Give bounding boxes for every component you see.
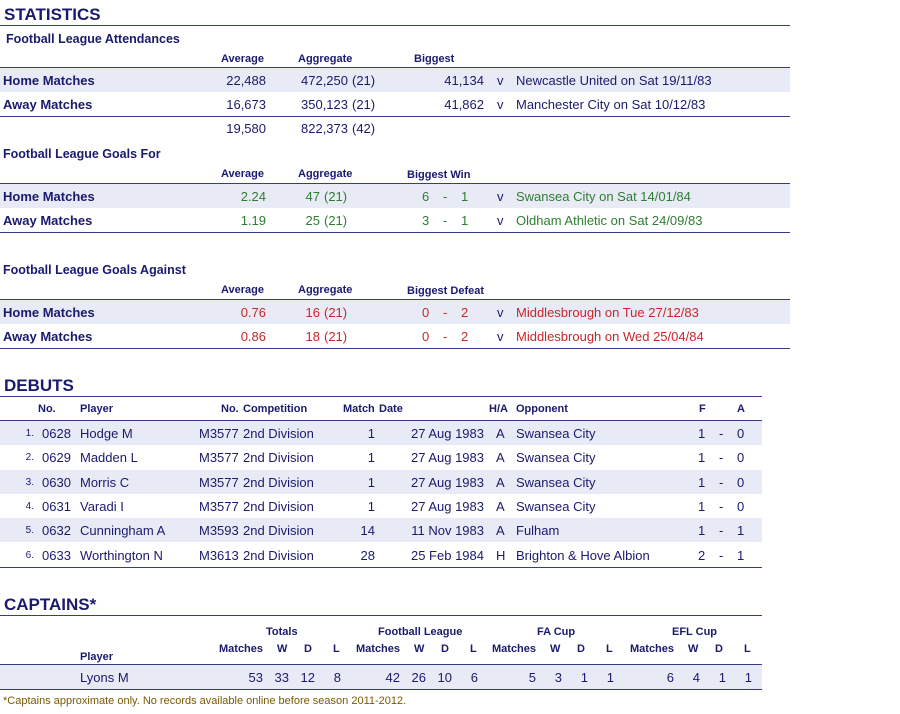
goals-for-away-label: Away Matches [3,213,93,228]
goals-against-header-biggest: Biggest Defeat [407,285,485,297]
debut-opponent: Swansea City [516,474,596,490]
debut-match: 28 [360,547,375,563]
debut-match-no: M3613 [199,547,239,563]
debut-no: 0629 [42,450,71,466]
captains-efl-header-matches: Matches [630,643,675,655]
debut-match: 14 [360,523,375,539]
statistics-title: STATISTICS [4,5,101,24]
captain-totals-d: 12 [300,670,315,685]
debut-competition: 2nd Division [243,474,314,490]
debut-no: 0631 [42,498,71,514]
goals-for-home-v: v [497,189,504,204]
goals-against-away-score-for: 0 [422,329,430,344]
captains-efl-header-w: W [688,643,699,655]
debut-match: 1 [367,498,375,514]
debut-date: 11 Nov 1983 [411,523,484,539]
debut-dash: - [719,450,724,466]
goals-for-home-games: (21) [324,189,348,204]
debut-no: 0628 [42,426,71,441]
attendance-away-aggregate: 350,123 [301,97,348,112]
attendance-bottom-line [0,116,790,117]
debut-dash: - [719,523,724,539]
debuts-header-a: A [737,403,745,415]
debut-match-no: M3577 [199,474,239,490]
debuts-header-match: Match [343,403,375,415]
captain-totals-l: 8 [333,670,341,685]
goals-against-bottom-line [0,348,790,349]
captain-totals-matches: 53 [248,670,263,685]
captain-league-l: 6 [470,670,478,685]
debut-dash: - [719,426,724,441]
debut-a: 1 [737,547,745,563]
captains-group-efl: EFL Cup [672,626,718,638]
captains-fa-header-l: L [606,643,613,655]
goals-for-away-games: (21) [324,213,348,228]
goals-against-header-aggregate: Aggregate [298,284,353,296]
captains-bottom-line [0,689,762,690]
debut-date: 27 Aug 1983 [410,426,484,441]
captains-group-league: Football League [378,626,463,638]
goals-against-home-dash: - [443,305,448,320]
attendance-home-v: v [497,73,504,88]
goals-for-away-average: 1.19 [240,213,266,228]
debut-no: 0633 [42,547,71,563]
attendance-away-detail: Manchester City on Sat 10/12/83 [516,97,706,112]
debut-date: 27 Aug 1983 [410,498,484,514]
debut-a: 0 [737,498,745,514]
debut-index: 2. [25,452,34,464]
captain-league-matches: 42 [385,670,400,685]
goals-against-away-score-against: 2 [461,329,469,344]
captains-efl-header-l: L [744,643,751,655]
captain-fa-d: 1 [580,670,588,685]
debut-date: 25 Feb 1984 [410,547,484,563]
debut-competition: 2nd Division [243,450,314,466]
attendance-header-aggregate: Aggregate [298,53,353,65]
attendance-away-games: (21) [352,97,376,112]
debuts-header-opponent: Opponent [516,403,568,415]
captain-fa-matches: 5 [528,670,536,685]
goals-for-home-average: 2.24 [240,189,266,204]
captains-efl-header-d: D [715,643,723,655]
goals-for-title: Football League Goals For [3,147,161,161]
goals-against-home-games: (21) [324,305,348,320]
captains-group-fa: FA Cup [537,626,576,638]
debut-ha: A [496,498,505,514]
goals-for-home-dash: - [443,189,448,204]
attendance-home-detail: Newcastle United on Sat 19/11/83 [516,73,712,88]
debut-match-no: M3577 [199,450,239,466]
statistics-divider [0,25,790,26]
debut-competition: 2nd Division [243,547,314,563]
captains-league-header-matches: Matches [356,643,401,655]
debut-dash: - [719,474,724,490]
goals-for-home-detail: Swansea City on Sat 14/01/84 [516,189,691,204]
goals-against-home-v: v [497,305,504,320]
goals-for-home-label: Home Matches [3,189,95,204]
debuts-title: DEBUTS [4,376,74,395]
attendance-home-label: Home Matches [3,73,95,88]
debut-match: 1 [367,450,375,466]
captains-group-totals: Totals [266,626,298,638]
debut-ha: H [496,547,506,563]
debut-competition: 2nd Division [243,523,314,539]
debuts-header-no: No. [38,403,56,415]
captains-fa-header-w: W [550,643,561,655]
debut-competition: 2nd Division [243,426,314,441]
debut-competition: 2nd Division [243,498,314,514]
debut-index: 1. [25,428,34,439]
debut-no: 0630 [42,474,71,490]
debut-date: 27 Aug 1983 [410,474,484,490]
captains-league-header-l: L [470,643,477,655]
goals-against-away-games: (21) [324,329,348,344]
debut-opponent: Swansea City [516,426,596,441]
attendance-title: Football League Attendances [6,32,180,46]
captain-player: Lyons M [80,670,129,685]
attendance-home-games: (21) [352,73,376,88]
debut-ha: A [496,474,505,490]
attendance-home-biggest: 41,134 [444,73,484,88]
debut-match: 1 [367,426,375,441]
captains-footnote: *Captains approximate only. No records available online before season 2011-2012. [3,695,407,707]
debut-f: 1 [698,426,706,441]
goals-for-away-dash: - [443,213,448,228]
debut-index: 3. [25,476,34,488]
goals-for-away-aggregate: 25 [305,213,320,228]
captains-fa-header-d: D [577,643,585,655]
goals-for-home-score-against: 1 [461,189,469,204]
debut-f: 1 [698,498,706,514]
captain-efl-matches: 6 [666,670,674,685]
goals-for-home-score-for: 6 [422,189,430,204]
captain-totals-w: 33 [274,670,289,685]
debut-a: 0 [737,474,745,490]
goals-against-header-average: Average [221,284,265,296]
captain-efl-w: 4 [692,670,700,685]
debut-opponent: Swansea City [516,450,596,466]
debuts-header-f: F [699,403,706,415]
debuts-divider [0,396,762,397]
debut-player: Varadi I [80,498,124,514]
debut-a: 1 [737,523,745,539]
goals-against-away-average: 0.86 [240,329,266,344]
attendance-away-biggest: 41,862 [444,97,484,112]
debut-opponent: Brighton & Hove Albion [516,547,650,563]
debuts-header-ha: H/A [489,403,508,415]
captains-league-header-d: D [441,643,449,655]
goals-against-home-score-against: 2 [461,305,469,320]
goals-for-away-score-against: 1 [461,213,469,228]
goals-against-away-label: Away Matches [3,329,93,344]
debut-a: 0 [737,426,745,441]
debut-match-no: M3593 [199,523,239,539]
debuts-header-date: Date [379,403,403,415]
goals-for-bottom-line [0,232,790,233]
goals-for-header-average: Average [221,168,265,180]
goals-for-home-aggregate: 47 [305,189,320,204]
debut-index: 4. [25,500,34,512]
debut-f: 1 [698,450,706,466]
goals-against-away-aggregate: 18 [305,329,320,344]
attendance-home-aggregate: 472,250 [301,73,348,88]
debut-player: Hodge M [80,426,133,441]
goals-against-home-aggregate: 16 [305,305,320,320]
debut-player: Morris C [80,474,130,490]
captain-league-d: 10 [437,670,452,685]
debut-opponent: Swansea City [516,498,596,514]
goals-against-away-detail: Middlesbrough on Wed 25/04/84 [516,329,704,344]
debut-ha: A [496,523,505,539]
attendance-home-average: 22,488 [226,73,266,88]
debut-ha: A [496,426,505,441]
captain-efl-l: 1 [744,670,752,685]
attendance-away-average: 16,673 [226,97,266,112]
goals-against-home-label: Home Matches [3,305,95,320]
debut-a: 0 [737,450,745,466]
captain-league-w: 26 [411,670,426,685]
debut-index: 5. [25,525,34,537]
captains-header-player: Player [80,651,114,663]
debut-match-no: M3577 [199,426,239,441]
debut-f: 1 [698,523,706,539]
captains-totals-header-d: D [304,643,312,655]
debut-no: 0632 [42,523,71,539]
debut-player: Worthington N [80,547,163,563]
attendance-total-average: 19,580 [226,121,266,136]
debut-dash: - [719,547,724,563]
captains-league-header-w: W [414,643,425,655]
captains-totals-header-w: W [277,643,288,655]
goals-against-away-v: v [497,329,504,344]
goals-against-title: Football League Goals Against [3,263,186,277]
captains-divider [0,615,762,616]
debut-f: 2 [698,547,706,563]
goals-against-home-score-for: 0 [422,305,430,320]
debuts-bottom-line [0,567,762,568]
debut-player: Madden L [80,450,138,466]
attendance-away-label: Away Matches [3,97,93,112]
attendance-away-v: v [497,97,504,112]
debut-player: Cunningham A [80,523,166,539]
captain-fa-w: 3 [554,670,562,685]
debut-match-no: M3577 [199,498,239,514]
captain-fa-l: 1 [606,670,614,685]
goals-against-away-dash: - [443,329,448,344]
captains-fa-header-matches: Matches [492,643,537,655]
debut-dash: - [719,498,724,514]
debuts-header-competition: Competition [243,403,308,415]
attendance-total-games: (42) [352,121,376,136]
captains-totals-header-l: L [333,643,340,655]
goals-for-header-aggregate: Aggregate [298,168,353,180]
goals-for-away-v: v [497,213,504,228]
debut-f: 1 [698,474,706,490]
goals-for-header-biggest: Biggest Win [407,169,471,181]
captain-efl-d: 1 [718,670,726,685]
attendance-total-aggregate: 822,373 [301,121,348,136]
captains-totals-header-matches: Matches [219,643,264,655]
debuts-header-player: Player [80,403,114,415]
goals-for-away-detail: Oldham Athletic on Sat 24/09/83 [516,213,703,228]
goals-for-away-score-for: 3 [422,213,430,228]
goals-against-home-average: 0.76 [240,305,266,320]
attendance-header-biggest: Biggest [414,53,455,65]
goals-against-home-detail: Middlesbrough on Tue 27/12/83 [516,305,699,320]
captains-title: CAPTAINS* [4,595,97,614]
debuts-header-match-no: No. [221,403,239,415]
attendance-header-average: Average [221,53,265,65]
debut-ha: A [496,450,505,466]
debut-match: 1 [367,474,375,490]
debut-date: 27 Aug 1983 [410,450,484,466]
debut-opponent: Fulham [516,523,560,539]
debut-index: 6. [25,549,34,561]
